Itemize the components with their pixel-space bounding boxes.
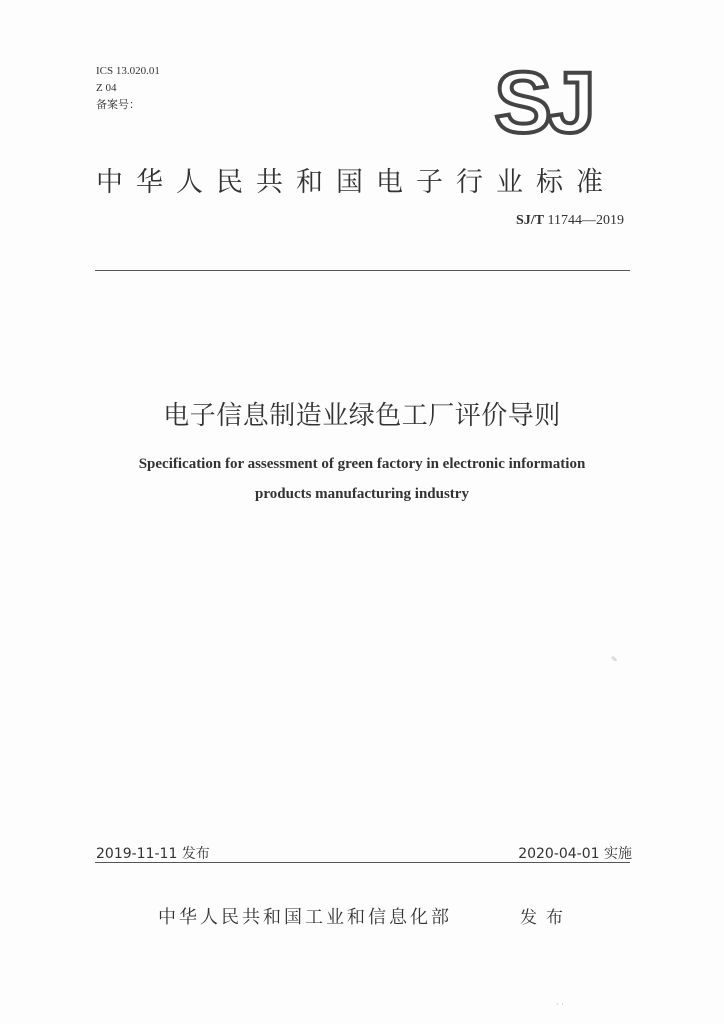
standard-number — [516, 213, 624, 229]
standard-number-value: 11744—2019 — [547, 213, 624, 228]
top-divider — [95, 270, 630, 271]
issue-label: 发布 — [520, 908, 572, 928]
implementation-date: 2020-04-01 实施 — [518, 846, 632, 862]
sj-logo-icon — [488, 60, 598, 140]
standard-number-prefix: SJ/T — [516, 213, 545, 228]
document-title: 电子信息制造业绿色工厂评价导则 — [163, 401, 561, 431]
classification-codes — [96, 63, 160, 114]
scan-dots: · · — [556, 1000, 564, 1009]
english-title-line-2: products manufacturing industry — [255, 486, 469, 502]
standard-type-title: 中华人民共和国电子行业标准 — [96, 167, 616, 198]
category-code: Z 04 — [96, 82, 117, 94]
logo-text: SJ — [494, 60, 592, 140]
release-date: 2019-11-11 发布 — [96, 846, 210, 862]
scan-mark: ✎ — [611, 655, 618, 664]
filing-number-label: 备案号： — [96, 99, 140, 111]
issuing-authority: 中华人民共和国工业和信息化部 — [158, 907, 452, 928]
bottom-divider — [95, 862, 630, 863]
english-title-line-1: Specification for assessment of green factory in electronic information — [138, 456, 586, 472]
ics-code: ICS 13.020.01 — [96, 65, 160, 77]
